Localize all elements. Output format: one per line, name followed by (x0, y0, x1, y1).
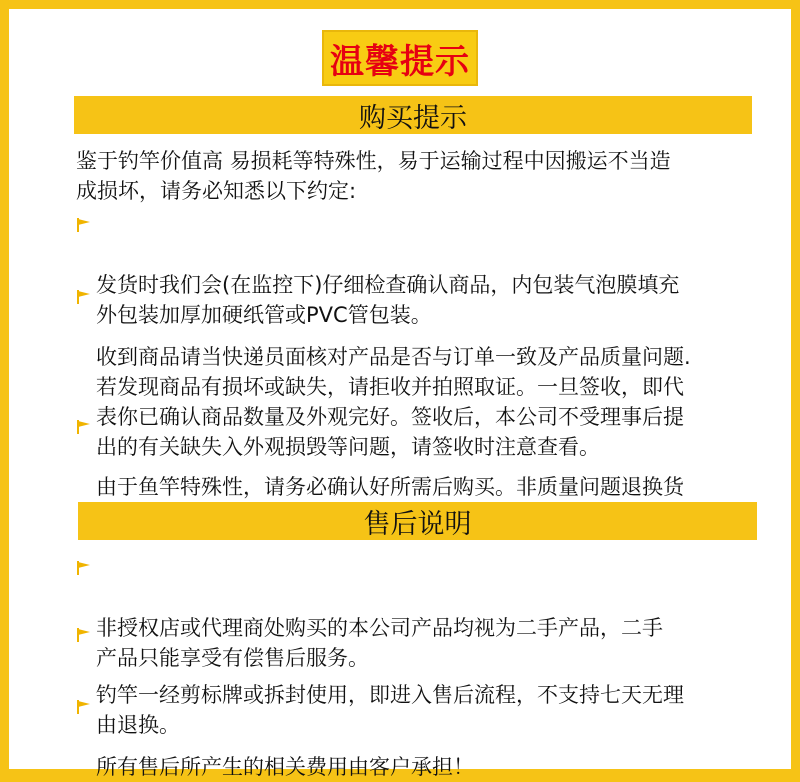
purchase-item-text: 收到商品请当快递员面核对产品是否与订单一致及产品质量问题. 若发现商品有损坏或缺失，请拒收并拍照取证。一旦签收，即代 表你已确认商品数量及外观完好。签收后，本公司不受理事后提 出的有关缺失入外观损毁等问题，请签收时注意查看。 (96, 345, 691, 459)
flag-icon (76, 419, 92, 435)
purchase-heading: 购买提示 (74, 96, 752, 134)
flag-icon (76, 217, 92, 233)
purchase-item-text: 发货时我们会(在监控下)仔细检查确认商品，内包装气泡膜填充 外包装加厚加硬纸管或PVC管包装。 (96, 273, 680, 327)
purchase-item-text: 由于鱼竿特殊性，请务必确认好所需后购买。非质量问题退换货 (96, 475, 684, 499)
aftersales-item-text: 所有售后所产生的相关费用由客户承担！ (96, 755, 474, 779)
flag-icon (76, 699, 92, 715)
aftersales-item-text: 非授权店或代理商处购买的本公司产品均视为二手产品，二手 产品只能享受有偿售后服务。 (96, 616, 663, 670)
flag-icon (76, 560, 92, 576)
flag-icon (76, 627, 92, 643)
aftersales-item-text: 钓竿一经剪标牌或拆封使用，即进入售后流程，不支持七天无理 由退换。 (96, 683, 684, 737)
aftersales-item-3 (76, 692, 776, 782)
purchase-intro: 鉴于钓竿价值高 易损耗等特殊性，易于运输过程中因搬运不当造 成损坏，请务必知悉以下约定: (76, 149, 671, 203)
aftersales-heading: 售后说明 (78, 502, 757, 540)
page-title: 温馨提示 (322, 30, 478, 86)
flag-icon (76, 289, 92, 305)
